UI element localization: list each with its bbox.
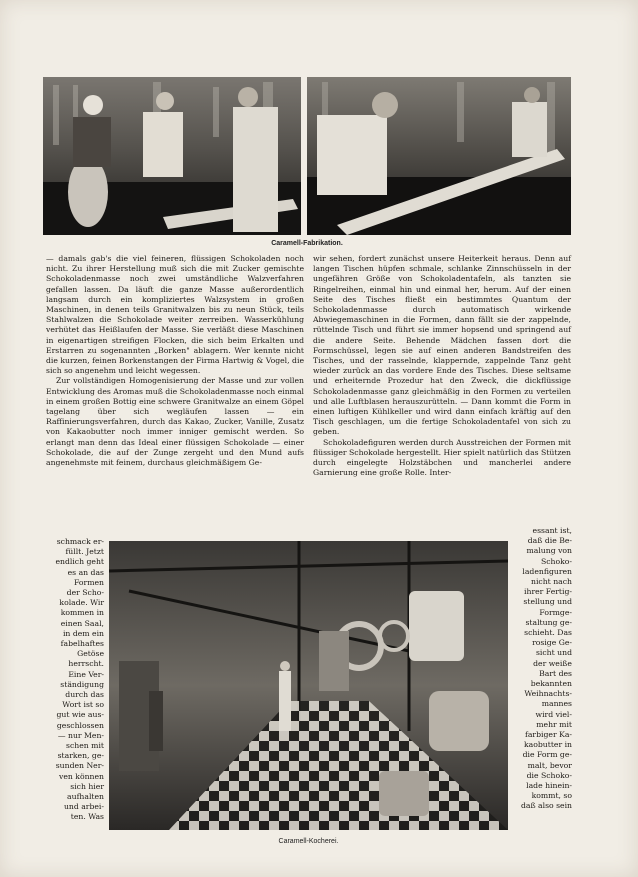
left-narrow-line: schmack er- xyxy=(56,537,104,546)
right-narrow-line: lade hinein- xyxy=(526,781,572,791)
right-narrow-line: wird viel- xyxy=(535,709,572,719)
right-narrow-line: rosige Ge- xyxy=(532,638,572,648)
caption-caramel-production: Caramell-Fabrikation. xyxy=(271,240,343,247)
left-narrow-line: ständigung xyxy=(60,679,104,689)
right-narrow-line: ladenfiguren xyxy=(522,566,572,576)
right-column-text xyxy=(313,254,571,478)
left-narrow-line: und arbei- xyxy=(63,802,104,812)
right-narrow-line: kommt, so xyxy=(531,791,572,801)
right-narrow-line: nicht nach xyxy=(531,577,572,587)
left-narrow-text xyxy=(46,537,104,823)
left-narrow-line: herrscht. xyxy=(68,659,104,669)
right-narrow-line: essant ist, xyxy=(532,526,572,535)
right-narrow-line: staltung ge- xyxy=(525,617,572,627)
left-narrow-line: es an das xyxy=(67,567,104,577)
right-narrow-line: schieht. Das xyxy=(524,628,572,638)
right-narrow-line: mannes xyxy=(541,699,572,709)
left-narrow-line: fabelhaftes xyxy=(60,639,104,649)
left-narrow-line: sich hier xyxy=(70,781,104,791)
right-narrow-line: stellung und xyxy=(523,597,572,607)
left-narrow-line: in dem ein xyxy=(62,628,104,638)
left-narrow-line: ten. Was xyxy=(70,812,104,822)
right-narrow-line: Schoko- xyxy=(540,556,572,566)
photo-caramel-cookery xyxy=(109,541,508,830)
left-narrow-line: endlich geht xyxy=(55,557,104,567)
right-narrow-line: bekannten xyxy=(530,679,572,689)
right-narrow-line: daß also sein xyxy=(520,801,572,811)
left-narrow-line: gut wie aus- xyxy=(56,710,104,720)
left-paragraph-2: Zur vollständigen Homogenisierung der Masse und zur vollen Entwicklung des Aromas muß die Schokoladenmasse noch einmal in einem großen Bottig eine schwere Granitwalze an einem Göpel tagelang über sich wegläufen lassen — ein Raffinierungsverfahren, durch das Kakao, Zucker, Vanille, Zusatz von Kakaobutter noch immer inniger gemischt werden. So erlangt man denn das Ideal einer flüssigen Schokolade — einer Schokolade, die auf der Zunge zergeht und den Mund aufs angenehmste mit feinem, durchaus gleichmäßigem Ge- xyxy=(46,376,304,468)
left-narrow-line: der Scho- xyxy=(66,588,104,598)
left-narrow-line: ven können xyxy=(59,771,104,781)
left-narrow-line: geschlossen xyxy=(56,720,104,730)
right-narrow-line: Weihnachts- xyxy=(524,689,572,699)
left-narrow-line: kommen in xyxy=(60,608,104,618)
left-narrow-line: füllt. Jetzt xyxy=(65,547,104,557)
right-narrow-line: sicht und xyxy=(535,648,572,658)
right-narrow-line: die Form ge- xyxy=(522,750,572,760)
left-narrow-line: sunden Ner- xyxy=(55,761,104,771)
right-narrow-line: malt, bevor xyxy=(527,760,572,770)
right-paragraph-1: wir sehen, fordert zunächst unsere Heiterkeit heraus. Denn auf langen Tischen hüpfen schmale, schlanke Zinnschüsseln in der ungefähren Größe von Schokoladentafeln, als tanzten sie Ringelreihen, einmal hin und einmal her, herum. Auf der einen Seite des Tisches fließt ein bestimmtes Quantum der Schokoladenmasse durch automatisch wirkende Abwiegemaschinen in die Formen, dann fällt sie der zappelnde, rüttelnde Tisch und führt sie immer hopsend und springend auf die andere Seite. Behende Mädchen fassen dort die Formschüssel, legen sie auf einen anderen Bandstreifen des Tisches, und der rasselnde, klappernde, zappelnde Tanz geht wieder zurück an das vordere Ende des Tisches. Diese seltsame und erheiternde Prozedur hat den Zweck, die dickflüssige Schokoladenmasse ganz gleichmäßig in den Formen zu verteilen und alle Luftblasen herauszurütteln. — Dann kommt die Form in einen luftigen Kühlkeller und wird dann einfach kräftig auf den Tisch geschlagen, um die fertige Schokoladentafel von sich zu geben. xyxy=(313,254,571,437)
left-narrow-line: aufhalten xyxy=(67,792,104,802)
left-paragraph-1: — damals gab's die viel feineren, flüssigen Schokoladen noch nicht. Zu ihrer Herstellung muß sich die mit Zucker gemischte Schokoladenmasse noch zwei umständliche Walzverfahren gefallen lassen. Da läuft die ganze Masse außerordentlich langsam durch ein kompliziertes Walzsystem in großen Maschinen, in denen teils Granitwalzen bis zu neun Stück, teils Stahlwalzen die Schokolade weiter zerreiben. Wasserkühlung verhütet das Heißlaufen der Masse. Sie verläßt diese Maschinen in eigenartigen streifigen Flocken, die sich beim Erkalten und Erstarren zu sogenannten „Borken" ablagern. Wer kennte nicht die kurzen, feinen Borkenstangen der Firma Hartwig & Vogel, die sich so angenehm und leicht wegessen. xyxy=(46,254,304,376)
photo-caramel-production-right xyxy=(307,77,571,235)
left-narrow-line: schen mit xyxy=(66,741,104,751)
photo-caramel-production-left xyxy=(43,77,301,235)
left-narrow-line: kolade. Wir xyxy=(59,598,104,608)
right-narrow-line: kaobutter in xyxy=(524,740,572,750)
left-narrow-line: starken, ge- xyxy=(57,751,104,761)
left-narrow-line: Getöse xyxy=(77,649,104,659)
right-narrow-line: die Schoko- xyxy=(526,770,572,780)
left-narrow-line: Wort ist so xyxy=(62,700,104,710)
right-narrow-line: mehr mit xyxy=(536,719,572,729)
right-narrow-line: der weiße xyxy=(533,658,572,668)
left-column-text xyxy=(46,254,304,468)
right-narrow-line: Formge- xyxy=(539,607,572,617)
left-narrow-line: — nur Men- xyxy=(57,730,104,740)
right-narrow-line: ihrer Fertig- xyxy=(524,587,572,597)
left-narrow-line: Formen xyxy=(73,577,104,587)
right-narrow-text xyxy=(512,526,572,812)
left-narrow-line: einen Saal, xyxy=(60,618,104,628)
right-narrow-line: Bart des xyxy=(539,668,572,678)
right-narrow-line: daß die Be- xyxy=(527,536,572,546)
right-paragraph-2: Schokoladefiguren werden durch Ausstreichen der Formen mit flüssiger Schokolade hergestellt. Hier spielt natürlich das Stützen durch eingelegte Holzstäbchen und mancherlei andere Garnierung eine große Rolle. Inter- xyxy=(313,437,571,478)
caption-caramel-cookery: Caramell-Kocherei. xyxy=(278,838,339,845)
left-narrow-line: durch das xyxy=(65,690,104,700)
right-narrow-line: farbiger Ka- xyxy=(525,730,572,740)
right-narrow-line: malung von xyxy=(526,546,572,556)
left-narrow-line: Eine Ver- xyxy=(68,669,104,679)
